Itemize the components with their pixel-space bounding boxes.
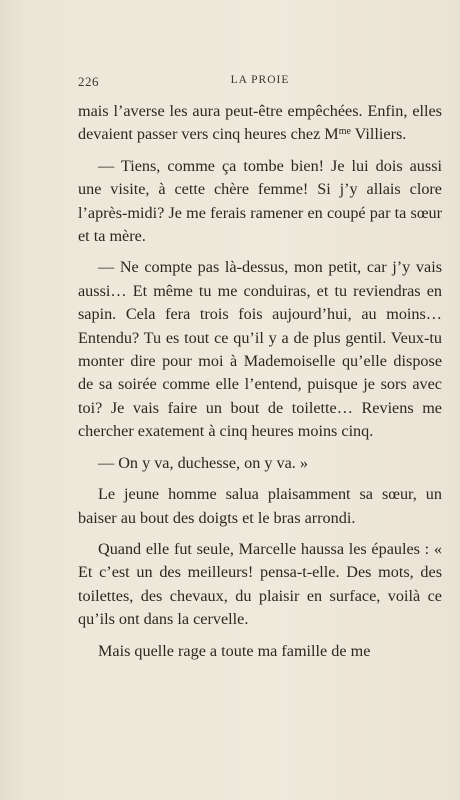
superscript: me <box>338 126 351 138</box>
page-header <box>78 74 442 94</box>
running-title: LA PROIE <box>230 74 290 86</box>
page-number: 226 <box>78 74 99 89</box>
paragraph-text: mais l’averse les aura peut-être empêchées. Enfin, elles devaient passer vers cinq heures chez M <box>78 102 442 144</box>
body-text <box>78 100 442 663</box>
paragraph: — Tiens, comme ça tombe bien! Je lui dois aussi une visite, à cette chère femme! Si j’y allais clore l’après-midi? Je me ferais ramener en coupé par ta sœur et ta mère. <box>78 156 442 246</box>
paragraph <box>78 100 442 147</box>
paragraph: — Ne compte pas là-dessus, mon petit, car j’y vais aussi… Et même tu me conduiras, et tu reviendras en sapin. Cela fera trois fois aujourd’hui, au moins… Entendu? Tu es tout ce qu’il y a de plus gentil. Veux-tu monter dire pour moi à Mademoiselle qu’elle dispose de sa soirée comme elle l’entend, puisque je sors avec toi? Je vais faire un bout de toilette… Reviens me chercher exatement à cinq heures moins cinq. <box>78 258 442 441</box>
paragraph: Mais quelle rage a toute ma famille de me <box>98 641 371 660</box>
paragraph-text: Villiers. <box>350 125 407 144</box>
paragraph: Le jeune homme salua plaisamment sa sœur, un baiser au bout des doigts et le bras arrondi. <box>78 485 442 527</box>
paragraph: Quand elle fut seule, Marcelle haussa les épaules : « Et c’est un des meilleurs! pensa-t-elle. Des mots, des toilettes, des chevaux, du plaisir en surface, voilà ce qu’ils ont dans la cervelle. <box>78 539 442 629</box>
paragraph: — On y va, duchesse, on y va. » <box>98 453 308 472</box>
